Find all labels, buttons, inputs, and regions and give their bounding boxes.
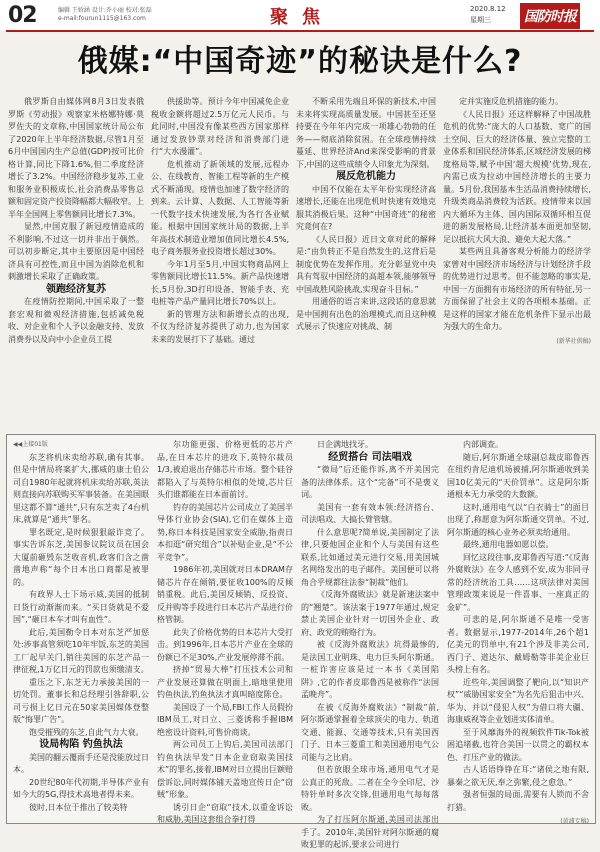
editor-line: 编辑 王娇涵 设计:乔小丽 校对:张磊	[58, 7, 152, 14]
paragraph: 罪名既定,是时候狠狠敲诈竞了。事实告诉东芝,美国参议院议员在国会大厦前砸毁东芝收音机,政客们含之凿凿地声称“每个日本出口商都是被罪的。	[13, 527, 149, 587]
paragraph: 俄罗斯自由媒体网8月3日发表俄罗斯《劳动报》观察家米格娜特娜·莫罗佐夫的文章称,中国国家统计局公布了2020年上半年经济数据,尽管1月至6月中国国内生产总值(GDP)按可比价格计算,同比下降1.6%,但二季度经济增长了3.2%。中国经济稳步复苏,工业和服务业积极成长,社会消费品零售总额和固定资产投资降幅都大幅收窄。上半年全国网上零售额同比增长7.3%。	[8, 97, 144, 219]
paragraph: 在被《反海外腐败法》“制裁”前,阿尔斯通掌握着全球顶尖的电力、轨道交通、能源、交通等技术,只有美国西门子、日本三菱重工和美国通用电气公司能与之比肩。	[301, 702, 439, 762]
paragraph: 《人民日报》还这样解释了中国战胜危机的优势:“庞大的人口基数、宽广的国土空间、巨大的经济体量、独立完整的工业体系和国民经济体系,区域经济发展的梯度格局等,赋予中国‘超大规模’优势,现在,内需已成为拉动中国经济增长的主要力量。5月份,我国基本生活品消费持续增长,升级类商品消费较为活跃。疫情带来以国内大循环为主体、国内国际双循环相互促进的新发展格局,让经济基本面更加坚韧,足以抵抗大风大浪、避免大起大落。”	[443, 109, 591, 244]
masthead	[0, 0, 600, 30]
paragraph: 东芝将机床卖给苏联,确有其事。但是中情局将案扩大,挪威的康士伯公司自1980年起就将机床卖给苏联,英法则直接向苏联购买军事装备。在美国眼里这都不算“通共”,只有东芝卖了4台机床,就算是“通共”罪名。	[13, 452, 149, 524]
box-column-2	[157, 439, 293, 824]
paragraph: 《反海外腐败法》就是新速法案中的“翘楚”。该法案于1977年通过,规定禁止美国企业针对一切国外企业、政府、政党的贿赂行为。	[301, 590, 439, 637]
paragraph: 为了打压阿尔斯通,美国司法部出手了。2010年,美国针对阿尔斯通的腐败犯罪的起诉,要求公司进行	[301, 815, 439, 849]
page-number: 02	[8, 3, 37, 28]
article-column-3	[296, 96, 436, 426]
issue-date: 2020.8.12	[470, 5, 506, 13]
paragraph: 至于风靡海外的视频软件Tik-Tok被困追堵截,也符合美国一以贯之的霸权本色、打压产业的做法。	[447, 727, 589, 762]
paragraph: 此后,美国勒令日本对东芝严加惩处:涉事高管须吃10年牢饭,东芝的美国工厂起早关门,销往美国的东芝产品一律征税,1万亿日元的罚款也须缴清支。	[13, 627, 149, 674]
paragraph: 挤掉“贸易大棒”打压技术公司和产业发展还算做在明面上,暗地里使用钓鱼执法,钓鱼执法才真叫暗度陈仓。	[157, 665, 293, 699]
paragraph: 美国的翻云覆雨手还是没能放过日本。	[13, 752, 149, 774]
paragraph: 尔功能更强、价格更低的芯片产品,在日本芯片的进攻下,英特尔裁员1/3,被迫退出存储芯片市场。整个硅谷都陷入了与英特尔相似的处境,芯片巨头们谁都能在日本面前讨。	[157, 440, 293, 499]
article-title: 俄媒:“中国奇迹”的秘诀是什么?	[77, 44, 523, 79]
paragraph: 古人话语铮铮在耳:“诸侯之地有限,暴秦之欲无厌,奉之弥繁,侵之愈急。”	[447, 765, 589, 787]
paragraph: 美国设了一个局,FBI工作人员假扮IBM员工,对日立、三菱诱称手握IBM绝密设计资料,可售价商谈。	[157, 702, 293, 737]
paragraph: 1986年初,美国就对日本DRAM存储芯片存在倾销,要征收100%的反倾销重税。此后,美国反倾销、反投资、反并购等手段进行日本芯片产品进行价格管制。	[157, 565, 293, 624]
paragraph: 饱受摧残的东芝,自此气力大衰。	[29, 727, 144, 737]
paragraph: 定并实施反危机措施的能力。	[459, 97, 563, 106]
article-source: (黄浦专稿)	[560, 818, 589, 825]
subheading: 领跑经济复苏	[46, 283, 106, 295]
paragraph: 美国有一套有效本领:经济搭台、司法唱戏、大搞长臂管辖。	[301, 502, 439, 524]
paragraph: 显然,中国克服了新冠疫情造成的不利影响,不过这一切并非出于偶然。可以初步断定,其中主要原因是中国经济具有可控性,而且中国为消除危机和刺激增长采取了正确政策。	[8, 222, 144, 281]
paragraph: 此失了价格优势的日本芯片大受打击。到1996年,日本芯片产业在全球的份额已不足30%,产业发展停滞不前。	[157, 627, 293, 662]
paragraph: 20世纪80年代初期,半导体产业有如今大的5G,得技术高地者得未来。	[13, 777, 149, 799]
paragraph: 危机推动了新领域的发展,远程办公、在线教育、智能工程等新的生产模式不断涌现。疫情也加速了数字经济的到来。云计算、人数据、人工智能等新一代数字技术快速发展,为各行各业赋能。根据中国国家统计局的数据,上半年高技术制造业增加值同比增长4.5%,电子商务服务业投资增长超过30%。	[151, 159, 289, 256]
paragraph: 有政界人士下场示威,美国的抵制日货行动渐渐而来。“买日货就是不爱国”,“砸日本车才叫有血性”。	[13, 590, 149, 624]
article-column-2	[151, 96, 289, 426]
paragraph: 日企满地找牙。	[317, 440, 373, 449]
paragraph: 回忆这段往事,皮耶鲁西写道:“《反海外腐败法》在令人感到不安,成为非同寻常的经济统治工具……这项法律对美国管理政策来说是一件喜事、一座真正的金矿”。	[447, 552, 589, 612]
paragraph: 可悲的是,阿尔斯通不是唯一受害者。数据显示,1977-2014年,26个超1亿美元的罚单中,有21个涉及非美公司,西门子、道达尔、戴姆勒等非美企业巨头榜上有名。	[447, 615, 589, 674]
paragraph: 在疫情防控期间,中国采取了一整套宏观和微观经济措施,包括减免税收、对企业和个人予以金融支持、发放消费券以及向中小企业员工提	[8, 297, 144, 344]
section-title: 聚焦	[270, 7, 334, 28]
subheading: 展反危机能力	[336, 171, 396, 182]
box-column-1	[13, 439, 149, 817]
continuation-label: ◀◀上接01版	[13, 441, 48, 448]
editor-email: e-mail:fourun1115@163.com	[58, 15, 146, 22]
paragraph: 供援助等。预计今年中国减免企业税收金额将超过2.5万亿元人民币。与此同时,中国没有像某些西方国家那样通过发放钞票对经济和消费部门进行“大水漫灌”。	[151, 97, 289, 156]
paragraph: “微局”后还能作诉,离不开美国完备的法律体系。这个“完备”可不是褒义词。	[301, 465, 439, 499]
paragraph: 诱引日企“窃取”技术,以重金诉讼和威胁,美国这套组合拳打得	[157, 802, 293, 824]
paragraph: 什么意思呢?简单说,美国制定了法律,只要他国企业和个人与美国有这些联系,比如通过美元进行交易,用美国城名网络发出的电子邮件。美国便可以将角合乎规都往法参“制裁”他们。	[301, 527, 439, 587]
paragraph: 近些年,美国调整了靶向,以“知识产权”“威胁国家安全”为名先后狙击中兴、华为、并以“侵犯人权”为借口将大疆、海康威视等企业划进实体清单。	[447, 677, 589, 724]
paragraph: 最终,通用电器如愿以偿。	[463, 540, 554, 549]
article-source: (新华社供稿)	[556, 337, 591, 345]
paragraph: 钓存的美国芯片公司成立了美国半导体行业协会(SIA),它们在媒体上造势,称日本科技是国家安全威胁,指责日本扣逛“研究组合”以补贴企业,是“不公平竞争”。	[157, 502, 293, 562]
subheading: 设局构陷 钓鱼执法	[39, 739, 123, 750]
article-column-1	[8, 96, 144, 426]
article-column-4	[443, 96, 591, 426]
box-column-4	[447, 439, 589, 825]
paragraph: 两公司员工上钩后,美国司法部门钓鱼执法早发“日本企业窃取美国技术”的罪名,接着,IBM对日立提出巨额赔偿诉讼,同时媒体铺天盖地宣传日企“窃贼”形象。	[157, 740, 293, 799]
issue-weekday: 星期三	[470, 16, 491, 24]
paragraph: 但若放眼全球市场,通用电气才是公真正的死敌。二者在全今全印尼、沙特针单时多次交锋,但通用电气每每落败。	[301, 765, 439, 812]
paragraph: 今年1月至5月,中国实物商品网上零售额同比增长11.5%。新产品快速增长,5月份,3D打印设备、智能手表、充电桩等产品产量同比增长70%以上。	[151, 259, 289, 306]
paragraph: 随后,阿尔斯通全球副总裁皮耶鲁西在纽约肯尼迪机场被捕,阿尔斯通收到美国10亿美元的“天价罚单”。这是阿尔斯通根本无力承受的大数额。	[447, 452, 589, 499]
paragraph: 用通俗的语言来讲,这段话的意思就是中国拥有出色的治理模式,而且这种模式展示了快速应对挑战、制	[296, 297, 436, 331]
box-column-3	[301, 439, 439, 849]
paragraph: 不断采用先端且环保的新技术,中国未来将实现高质量发展。中国甚至还坚持要在今年年内完成一项雄心勃勃的任务——彻底消除贫困。在全球疫情持续蔓延、世界经济And来深受影响的背景下,中国的这些成绩令人印象尤为深刻。	[296, 97, 436, 169]
paragraph: 重压之下,东芝无力承接美国的一切处罚。董事长和总经理引咎辞职,公司亏损上亿日元在50家美国媒体登整版“悔罪广告”。	[13, 677, 149, 724]
paragraph: 彼时,日本位于推出了较美特	[29, 802, 128, 812]
paragraph: 强者恒强的局面,需要有人锁而不舍打猎。	[447, 790, 589, 812]
continued-article-box	[6, 434, 596, 849]
paragraph: 被《反海外腐败法》坑得最惨的,是法国工业明珠、电力巨头阿尔斯通。一桩诈害应该是过一本书《美国陷阱》,它的作者皮耶鲁西是被称作“法国孟晚舟”。	[301, 640, 439, 699]
paragraph: 这时,通用电气以“白衣骑士”的面目出现了,称愿意为阿尔斯通交罚单。不过,阿尔斯通的核心业务必须卖给通用。	[447, 502, 589, 537]
paragraph: 某些两且具备客观分析能力的经济学家曾对中国经济市场经济与计划经济手段的优势进行过思考。但不能忽略的事实是,中国一方面拥有市场经济的所有特征,另一方面保留了社会主义的各项根本基础。正是这样的国家才能在危机条件下显示出最为强大的生命力。	[443, 247, 591, 331]
subheading: 经贸搭台 司法唱戏	[328, 451, 412, 463]
newspaper-logo: 国防时报	[520, 3, 580, 29]
paragraph: 中国不仅能在太平年份实现经济高速增长,还能在出现危机时快速有效地克服其消极后果。这种“中国奇迹”的秘密究竟何在?	[296, 184, 436, 231]
header-rule	[6, 30, 594, 32]
paragraph: 新的管理方法和新增长点的出现,不仅为经济复苏提供了动力,也为国家未来的发展打下了基础。通过	[151, 309, 289, 344]
paragraph: 《人民日报》近日文章对此的解释是:“由负转正不是自然发生的,这背后是制度优势在发挥作用。充分彰显党中央具有驾驭中国经济的高超本领,能够领导中国战胜风险挑战,实现奋斗目标。”	[296, 234, 436, 294]
paragraph: 内部调查。	[463, 440, 503, 449]
